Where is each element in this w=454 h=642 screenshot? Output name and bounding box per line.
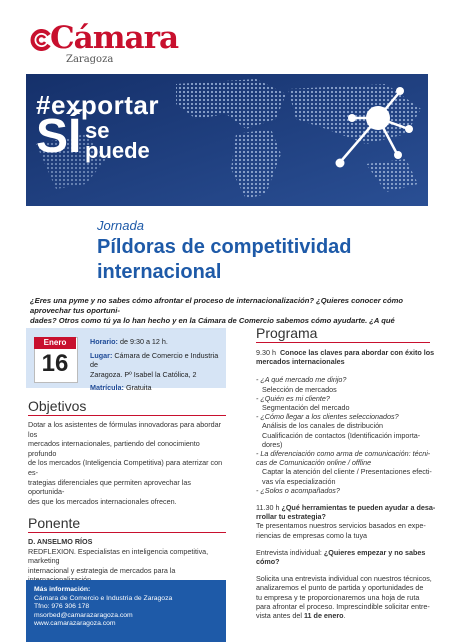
contact-phone: Tfno: 976 306 178 xyxy=(34,603,90,611)
solicita-text: vista antes del xyxy=(256,611,304,621)
page-title xyxy=(97,235,417,285)
horario-label: Horario: xyxy=(90,337,118,346)
solicita-line: analizaremos el punto de partida y oportunidades de xyxy=(256,583,424,593)
block1-title xyxy=(256,348,436,357)
intro-line: ¿Eres una pyme y no sabes cómo afrontar el proceso de internacionalización? ¿Quieres conocer cómo aprovechar tus oportuni- xyxy=(30,296,404,315)
spacer xyxy=(256,540,436,548)
event-type: Jornada xyxy=(97,218,144,233)
programa-answer: dores) xyxy=(262,439,283,449)
time-label: 11.30 h xyxy=(256,503,280,513)
programa-answer: Captar la atención del cliente / Presentaciones efecti- xyxy=(262,467,432,477)
entrevista-row xyxy=(256,548,436,557)
matricula-label: Matrícula: xyxy=(90,383,124,392)
block2-title-text-2: rrollar tu estrategia? xyxy=(256,512,326,522)
objetivos-line: des que los mercados internacionales ofrecen. xyxy=(28,496,177,506)
programa-question: - ¿Quién es mi cliente? xyxy=(256,393,330,403)
section-divider xyxy=(28,532,226,533)
block1-title-text: Conoce las claves para abordar con éxito los xyxy=(279,348,435,357)
calendar-day: 16 xyxy=(41,350,69,377)
hero-se: se xyxy=(85,118,110,143)
logo-name: Cámara xyxy=(50,20,179,56)
camara-logo-icon xyxy=(30,29,52,51)
programa-answer: vas vía especialización xyxy=(262,476,336,486)
lugar-label: Lugar: xyxy=(90,350,113,360)
programa-question: - ¿Solos o acompañados? xyxy=(256,485,340,495)
matricula-row xyxy=(90,383,224,393)
contact-web-link[interactable]: www.camarazaragoza.com xyxy=(34,620,116,628)
lugar-value-2: Zaragoza. Pº Isabel la Católica, 2 xyxy=(90,369,197,379)
ponente-heading: Ponente xyxy=(28,515,81,531)
solicita-line: para afrontar el proceso. Imprescindible solicitar entre- xyxy=(256,601,430,611)
solicita-last-line xyxy=(256,611,436,620)
time-label: 9.30 h xyxy=(256,348,276,357)
entrevista-question-2: cómo? xyxy=(256,557,280,567)
hero-hashtag: #exportar xyxy=(36,90,159,120)
programa-answer: Selección de mercados xyxy=(262,384,337,394)
block1-title-text-2: mercados internacionales xyxy=(256,357,345,367)
ponente-line: REDFLEXION. Especialistas en inteligencia competitiva, marketing xyxy=(28,546,209,566)
solicita-text: . xyxy=(343,611,346,621)
matricula-value: Gratuita xyxy=(123,383,152,392)
programa-content xyxy=(256,348,436,620)
solicita-deadline: 11 de enero xyxy=(303,611,344,621)
lugar-value: Cámara de Comercio e Industria de xyxy=(90,350,219,369)
contact-org: Cámara de Comercio e Industria de Zaragoza xyxy=(34,594,173,602)
contact-title: Más información: xyxy=(34,586,91,593)
programa-answer: Cualificación de contactos (Identificación importa- xyxy=(262,430,421,440)
programa-question: - ¿A qué mercado me dirijo? xyxy=(256,375,347,385)
title-line-1: Píldoras de competitividad xyxy=(97,236,352,258)
solicita-line: tu empresa y te proporcionaremos una hoja de ruta xyxy=(256,592,420,602)
objetivos-text xyxy=(28,420,228,506)
ponente-text xyxy=(28,537,232,585)
logo-subtitle: Zaragoza xyxy=(66,54,114,65)
objetivos-line: trategias diferenciales que permiten aprovechar las oportunida- xyxy=(28,477,192,497)
section-divider xyxy=(256,342,430,343)
lugar-row xyxy=(90,351,224,370)
programa-question: cas de Comunicación online / offline xyxy=(256,458,372,468)
block2-line: riencias de empresas como la tuya xyxy=(256,530,368,540)
calendar-month: Enero xyxy=(34,337,76,349)
title-line-2: internacional xyxy=(97,261,222,283)
spacer xyxy=(256,566,436,574)
objetivos-line: Dotar a los asistentes de fórmulas innovadoras para abordar los xyxy=(28,420,221,439)
programa-question: - La diferenciación como arma de comunicación: técni- xyxy=(256,449,431,459)
objetivos-heading: Objetivos xyxy=(28,398,87,414)
contact-info xyxy=(34,586,222,629)
entrevista-question: ¿Quieres empezar y no sabes xyxy=(321,547,426,557)
hero-si: SÍ xyxy=(36,110,82,163)
hero-puede: puede xyxy=(85,138,150,163)
solicita-line: Solicita una entrevista individual con nuestros técnicos, xyxy=(256,574,432,584)
programa-question: - ¿Cómo llegar a los clientes seleccionados? xyxy=(256,412,399,422)
objetivos-line: de los mercados (Inteligencia Competitiva) para aterrizar con es- xyxy=(28,458,223,477)
programa-heading: Programa xyxy=(256,325,318,341)
block2-title-text: ¿Qué herramientas te pueden ayudar a desa- xyxy=(281,503,436,513)
ponente-name: D. ANSELMO RÍOS xyxy=(28,537,93,546)
section-divider xyxy=(28,415,226,416)
intro-line: dades? Otros como tú ya lo han hecho y en la Cámara de Comercio sabemos cómo ayudarte. ¿A qué xyxy=(30,316,395,325)
event-details xyxy=(90,337,224,393)
horario-value: de 9:30 a 12 h. xyxy=(117,337,168,346)
spacer xyxy=(256,495,436,503)
block2-line: Te presentamos nuestros servicios basados en expe- xyxy=(256,521,426,531)
entrevista-label: Entrevista individual: xyxy=(256,547,322,557)
horario-row xyxy=(90,337,224,347)
objetivos-line: mercados internacionales, partiendo del conocimiento profundo xyxy=(28,439,200,458)
contact-email-link[interactable]: msorbed@camarazaragoza.com xyxy=(34,611,133,619)
ponente-line: internacional y estrategia de mercados para la xyxy=(28,565,176,575)
block2-title xyxy=(256,503,436,512)
programa-answer: Análisis de los canales de distribución xyxy=(262,421,384,431)
programa-answer: Segmentación del mercado xyxy=(262,403,350,413)
spacer xyxy=(256,366,436,375)
